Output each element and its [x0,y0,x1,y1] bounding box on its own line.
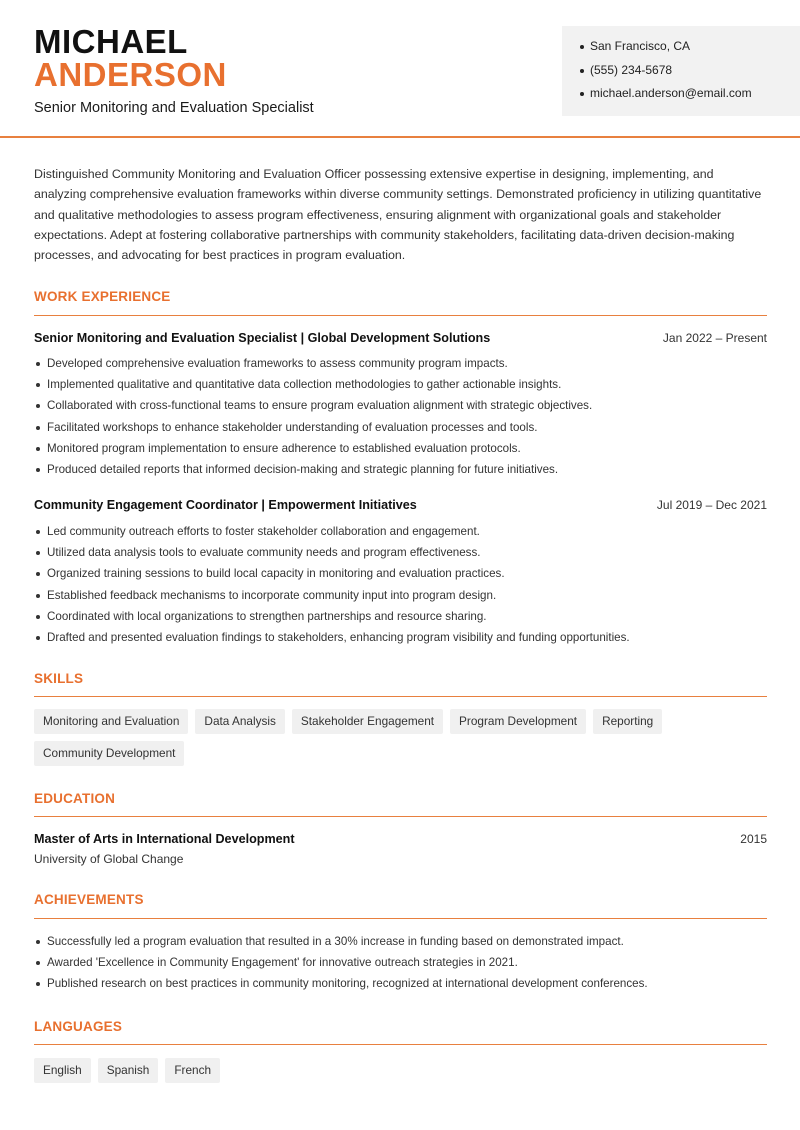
section-divider [34,1044,767,1045]
section-title-education: EDUCATION [34,791,116,806]
education-year: 2015 [740,832,767,846]
section-title-achievements: ACHIEVEMENTS [34,892,144,907]
list-item: Utilized data analysis tools to evaluate community needs and program effectiveness. [34,545,774,566]
phone-text: (555) 234-5678 [590,62,673,77]
summary-paragraph: Distinguished Community Monitoring and Evaluation Officer possessing extensive expertise in designing, implementing, and analyzing comprehensive evaluation frameworks within diverse community settings. Demonstrated proficiency in utilizing quantitative and qualitative methodologies to assess program effectiveness, ensuring alignment with organizational goals and stakeholder expectations. Adept at fostering collaborative partnerships with community stakeholders, facilitating data-driven decision-making processes, and advocating for best practices in program evaluation. [34,167,762,263]
language-chip: French [165,1058,220,1083]
skill-chip: Community Development [34,741,184,766]
education-school: University of Global Change [34,852,184,866]
list-item: Established feedback mechanisms to incorporate community input into program design. [34,588,774,609]
list-item: Monitored program implementation to ensure adherence to established evaluation protocols. [34,441,774,462]
list-item: Led community outreach efforts to foster stakeholder collaboration and engagement. [34,524,774,545]
bullet-icon [580,45,584,49]
contact-phone [580,63,800,87]
job-bullets [34,524,774,651]
education-degree: Master of Arts in International Development [34,832,295,846]
location-text: San Francisco, CA [590,39,691,53]
resume-header [0,0,800,138]
list-item: Awarded 'Excellence in Community Engagement' for innovative outreach strategies in 2021. [34,955,774,976]
contact-location [580,39,800,63]
job-header [34,498,767,512]
section-divider [34,696,767,697]
list-item: Coordinated with local organizations to strengthen partnerships and resource sharing. [34,609,774,630]
job-role: Community Engagement Coordinator | Empowerment Initiatives [34,498,417,512]
skills-list [34,709,774,773]
job-bullets [34,356,774,483]
achievement-bullets [34,934,774,998]
language-chip: English [34,1058,91,1083]
bullet-icon [580,92,584,96]
skill-chip: Reporting [593,709,662,734]
bullet-icon [580,69,584,73]
languages-list [34,1058,774,1090]
skill-chip: Monitoring and Evaluation [34,709,188,734]
email-link[interactable]: michael.anderson@email.com [590,86,752,100]
job-header [34,331,767,345]
list-item: Collaborated with cross-functional teams to ensure program evaluation alignment with strategic objectives. [34,398,774,419]
skill-chip: Stakeholder Engagement [292,709,443,734]
list-item: Drafted and presented evaluation findings to stakeholders, enhancing program visibility and funding opportunities. [34,630,774,651]
list-item: Facilitated workshops to enhance stakeholder understanding of evaluation processes and tools. [34,420,774,441]
skill-chip: Data Analysis [195,709,284,734]
section-title-work: WORK EXPERIENCE [34,289,171,304]
section-title-languages: LANGUAGES [34,1019,123,1034]
list-item: Implemented qualitative and quantitative data collection methodologies to gather actionable insights. [34,377,774,398]
language-chip: Spanish [98,1058,159,1083]
contact-box [562,26,800,116]
section-title-skills: SKILLS [34,671,84,686]
last-name: ANDERSON [34,56,227,93]
contact-email[interactable] [580,86,800,110]
list-item: Produced detailed reports that informed decision-making and strategic planning for future initiatives. [34,462,774,483]
job-date: Jan 2022 – Present [662,331,767,345]
section-divider [34,816,767,817]
list-item: Successfully led a program evaluation that resulted in a 30% increase in funding based on demonstrated impact. [34,934,774,955]
job-title: Senior Monitoring and Evaluation Specialist [34,100,314,116]
list-item: Organized training sessions to build local capacity in monitoring and evaluation practices. [34,566,774,587]
list-item: Developed comprehensive evaluation frameworks to assess community program impacts. [34,356,774,377]
job-date: Jul 2019 – Dec 2021 [656,498,767,512]
skill-chip: Program Development [450,709,586,734]
section-divider [34,918,767,919]
first-name: MICHAEL [34,23,188,60]
job-role: Senior Monitoring and Evaluation Specialist | Global Development Solutions [34,331,491,345]
list-item: Published research on best practices in community monitoring, recognized at international development conferences. [34,976,774,997]
section-divider [34,315,767,316]
